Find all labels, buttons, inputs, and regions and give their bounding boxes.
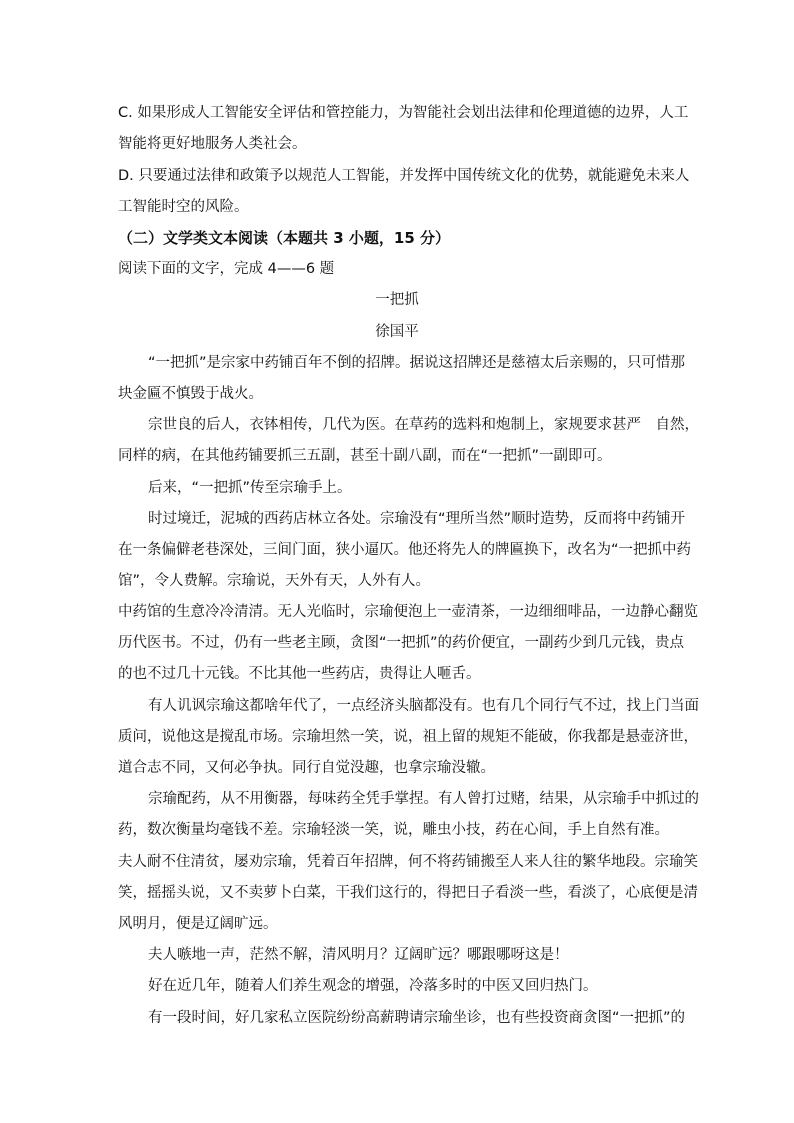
story-line: 夫人耐不住清贫，屡劝宗瑜，凭着百年招牌，何不将药铺搬至人来人往的繁华地段。宗瑜笑 <box>118 854 698 870</box>
story-author: 徐国平 <box>375 324 419 340</box>
story-line: 药，数次衡量均毫钱不差。宗瑜轻淡一笑，说，雕虫小技，药在心间，手上自然有准。 <box>118 822 669 838</box>
option-d-line-1: D. 只要通过法律和政策予以规范人工智能，并发挥中国传统文化的优势，就能避免未来人 <box>118 168 690 184</box>
story-line: 在一条偏僻老巷深处，三间门面，狭小逼仄。他还将先人的牌匾换下，改名为“一把抓中药 <box>118 542 692 558</box>
story-line: 笑，摇摇头说，又不卖萝卜白菜，干我们这行的，得把日子看淡一些，看淡了，心底便是清 <box>118 885 698 901</box>
story-line: 道合志不同，又何必争执。同行自觉没趣，也拿宗瑜没辙。 <box>118 760 495 776</box>
story-line: 宗瑜配药，从不用衡器，每味药全凭手掌捏。有人曾打过赌，结果，从宗瑜手中抓过的 <box>148 791 699 807</box>
section-instruction: 阅读下面的文字，完成 4——6 题 <box>118 261 335 277</box>
story-line: 同样的病，在其他药铺要抓三五副，甚至十副八副，而在“一把抓”一副即可。 <box>118 448 612 464</box>
story-title: 一把抓 <box>375 292 419 308</box>
story-line: 质问，说他这是搅乱市场。宗瑜坦然一笑，说，祖上留的规矩不能破，你我都是悬壶济世， <box>118 729 698 745</box>
story-line: 块金匾不慎毁于战火。 <box>118 386 263 402</box>
story-line: 中药馆的生意冷冷清清。无人光临时，宗瑜便泡上一壶清茶，一边细细啡品，一边静心翻览 <box>118 604 698 620</box>
story-line: 夫人嗾地一声，茫然不解，清风明月？辽阔旷远？哪跟哪呀这是！ <box>148 947 569 963</box>
section-heading: （二）文学类文本阅读（本题共 3 小题，15 分） <box>118 229 450 247</box>
story-line: 时过境迁，泥城的西药店林立各处。宗瑜没有“理所当然”顺时造势，反而将中药铺开 <box>148 511 686 527</box>
story-line: “一把抓”是宗家中药铺百年不倒的招牌。据说这招牌还是慈禧太后亲赐的，只可惜那 <box>148 355 686 371</box>
story-line: 后来，“一把抓”传至宗瑜手上。 <box>148 480 352 496</box>
story-line: 有人讥讽宗瑜这都啥年代了，一点经济头脑都没有。也有几个同行气不过，找上门当面 <box>148 698 699 714</box>
story-line: 好在近几年，随着人们养生观念的增强，冷落多时的中医又回归热门。 <box>148 978 598 994</box>
option-d-line-2: 工智能时空的风险。 <box>118 199 249 215</box>
story-line: 历代医书。不过，仍有一些老主顾，贪图“一把抓”的药价便宜，一副药少到几元钱，贵点 <box>118 635 685 651</box>
option-c-line-1: C. 如果形成人工智能安全评估和管控能力，为智能社会划出法律和伦理道德的边界，人工 <box>118 105 689 121</box>
option-c-line-2: 智能将更好地服务人类社会。 <box>118 136 307 152</box>
story-line: 有一段时间，好几家私立医院纷纷高薪聘请宗瑜坐诊，也有些投资商贪图“一把抓”的 <box>148 1010 686 1026</box>
story-line: 的也不过几十元钱。不比其他一些药店，贵得让人咂舌。 <box>118 666 481 682</box>
story-line: 宗世良的后人，衣钵相传，几代为医。在草药的选料和炮制上，家规要求甚严 自然， <box>148 417 699 433</box>
story-line: 馆”，令人费解。宗瑜说，天外有天，人外有人。 <box>118 573 431 589</box>
story-line: 风明月，便是辽阔旷远。 <box>118 916 278 932</box>
